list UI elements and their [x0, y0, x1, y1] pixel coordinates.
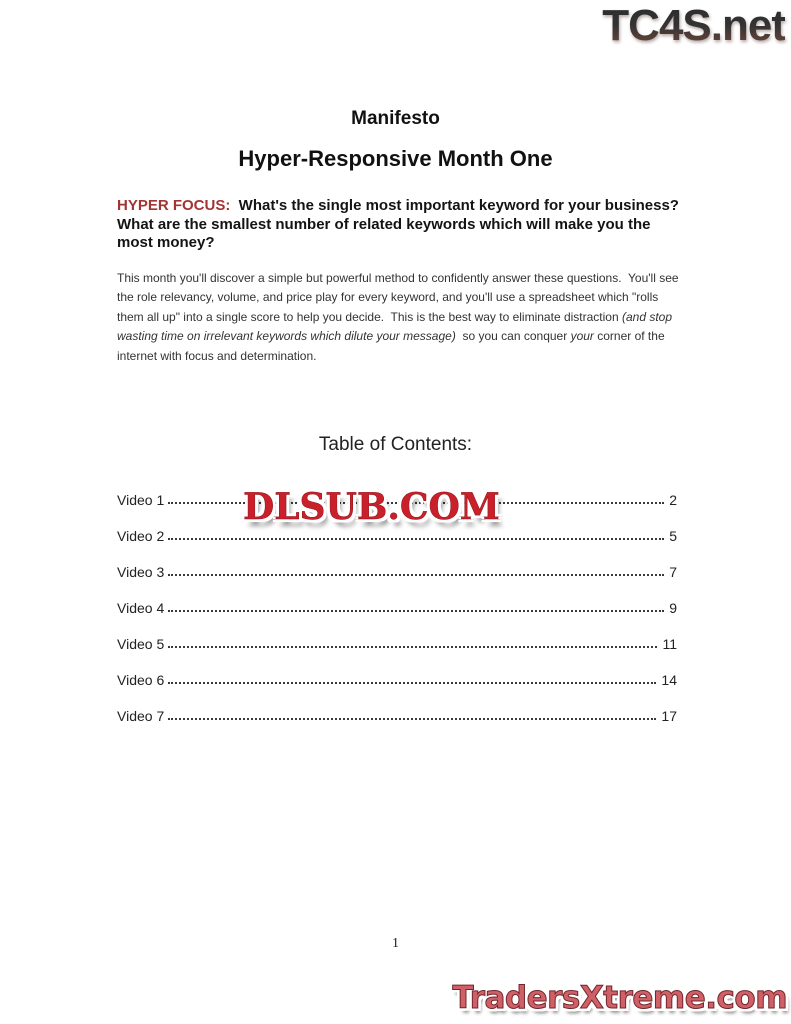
toc-entry-label: Video 5 — [117, 636, 165, 652]
toc-entry-label: Video 7 — [117, 708, 165, 724]
intro-seg-1: This month you'll discover a simple but powerful method to confidently answer these questions. You'll see the role relevancy, volume, and price play for every keyword, and you'll use a spreadsheet which "rolls them all up" into a single score to help you decide. This is the best way to eliminate distraction — [117, 270, 682, 324]
toc-entry-page: 14 — [661, 672, 677, 688]
toc-entry-label: Video 3 — [117, 564, 165, 580]
intro-seg-3: so you can conquer — [455, 329, 571, 343]
hyper-focus-paragraph — [117, 197, 688, 253]
toc-dot-leader — [168, 538, 664, 540]
page-number: 1 — [392, 936, 399, 951]
page-title: Manifesto — [351, 108, 440, 129]
toc-entry-video-3[interactable] — [117, 545, 677, 581]
toc-entry-page: 11 — [662, 636, 677, 652]
toc-entry-video-7[interactable] — [117, 689, 677, 725]
toc-entry-page: 17 — [661, 708, 677, 724]
toc-dot-leader — [168, 574, 664, 576]
page-subtitle: Hyper-Responsive Month One — [238, 146, 553, 171]
intro-seg-4-italic: your — [570, 329, 594, 343]
toc-entry-page: 2 — [669, 492, 677, 508]
toc-dot-leader — [168, 610, 664, 612]
hyper-focus-label: HYPER FOCUS: — [117, 197, 231, 214]
toc-entry-label: Video 1 — [117, 492, 165, 508]
hyper-focus-text: What's the single most important keyword for your business? What are the smallest number of related keywords which will make you the most money? — [117, 197, 688, 251]
toc-entry-label: Video 6 — [117, 672, 165, 688]
toc-entry-page: 5 — [669, 528, 677, 544]
toc-entry-video-6[interactable] — [117, 653, 677, 689]
toc-dot-leader — [168, 682, 656, 684]
intro-paragraph — [117, 269, 683, 367]
toc-entry-label: Video 2 — [117, 528, 165, 544]
toc-heading: Table of Contents: — [318, 434, 473, 455]
toc-entry-page: 7 — [669, 564, 677, 580]
toc-dot-leader — [168, 646, 657, 648]
intro-seg-2-italic: (and stop wasting time on irrelevant keywords which dilute your message) — [117, 309, 676, 343]
tradersxtreme-site-logo: TradersXtreme.com — [452, 979, 787, 1016]
dlsub-watermark: DLSUB.COM — [243, 486, 500, 528]
toc-entry-video-5[interactable] — [117, 617, 677, 653]
intro-seg-5: corner of the internet with focus and determination. — [117, 329, 668, 363]
toc-dot-leader — [168, 718, 656, 720]
toc-entry-label: Video 4 — [117, 600, 165, 616]
toc-entry-page: 9 — [669, 600, 677, 616]
toc-entry-video-4[interactable] — [117, 581, 677, 617]
tc4s-site-logo: TC4S.net — [602, 1, 785, 50]
